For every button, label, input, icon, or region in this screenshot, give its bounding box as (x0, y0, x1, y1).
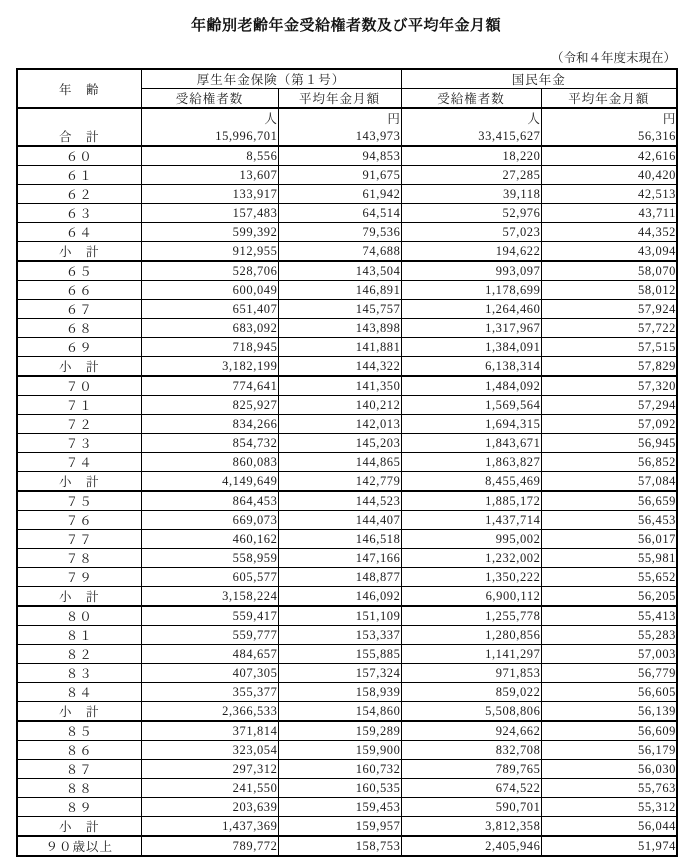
age-cell: ８８ (17, 779, 141, 798)
value-cell: 143,898 (278, 319, 401, 338)
header-beneficiaries-kokumin: 受給権者数 (401, 89, 541, 109)
value-cell: 57,924 (541, 300, 677, 319)
value-cell: 590,701 (401, 798, 541, 817)
subtotal-row (17, 587, 677, 607)
unit-cell: 円 (278, 108, 401, 127)
age-cell: ８７ (17, 760, 141, 779)
subtotal-row (17, 242, 677, 262)
header-avg-monthly-kokumin: 平均年金月額 (541, 89, 677, 109)
value-cell: 57,023 (401, 223, 541, 242)
value-cell: 158,939 (278, 683, 401, 702)
value-cell: 832,708 (401, 741, 541, 760)
value-cell: 3,182,199 (141, 357, 278, 377)
value-cell: 57,722 (541, 319, 677, 338)
value-cell: 43,094 (541, 242, 677, 262)
value-cell: 203,639 (141, 798, 278, 817)
value-cell: 559,777 (141, 626, 278, 645)
value-cell: 160,732 (278, 760, 401, 779)
value-cell: 1,384,091 (401, 338, 541, 357)
header-beneficiaries-kosei: 受給権者数 (141, 89, 278, 109)
value-cell: 157,324 (278, 664, 401, 683)
value-cell: 57,829 (541, 357, 677, 377)
table-row (17, 760, 677, 779)
value-cell: 52,976 (401, 204, 541, 223)
value-cell: 42,513 (541, 185, 677, 204)
value-cell: 57,084 (541, 472, 677, 492)
age-cell: ７５ (17, 491, 141, 511)
value-cell: 91,675 (278, 166, 401, 185)
value-cell: 600,049 (141, 281, 278, 300)
age-cell: 小 計 (17, 817, 141, 837)
value-cell: 558,959 (141, 549, 278, 568)
value-cell: 43,711 (541, 204, 677, 223)
age-cell: 小 計 (17, 357, 141, 377)
value-cell: 6,138,314 (401, 357, 541, 377)
total-row (17, 127, 677, 146)
table-row (17, 530, 677, 549)
age-cell (17, 108, 141, 127)
value-cell: 789,765 (401, 760, 541, 779)
value-cell: 146,092 (278, 587, 401, 607)
value-cell: 55,763 (541, 779, 677, 798)
age-cell: ７０ (17, 376, 141, 396)
value-cell: 1,437,714 (401, 511, 541, 530)
age-cell: 小 計 (17, 242, 141, 262)
value-cell: 5,508,806 (401, 702, 541, 722)
value-cell: 142,013 (278, 415, 401, 434)
value-cell: 355,377 (141, 683, 278, 702)
age-cell: ６０ (17, 146, 141, 166)
table-row (17, 683, 677, 702)
subtotal-row (17, 817, 677, 837)
value-cell: 27,285 (401, 166, 541, 185)
value-cell: 56,030 (541, 760, 677, 779)
value-cell: 651,407 (141, 300, 278, 319)
value-cell: 56,017 (541, 530, 677, 549)
table-row (17, 568, 677, 587)
value-cell: 1,863,827 (401, 453, 541, 472)
value-cell: 79,536 (278, 223, 401, 242)
value-cell: 39,118 (401, 185, 541, 204)
value-cell: 159,289 (278, 721, 401, 741)
value-cell: 8,556 (141, 146, 278, 166)
value-cell: 774,641 (141, 376, 278, 396)
table-header (17, 69, 677, 108)
value-cell: 94,853 (278, 146, 401, 166)
value-cell: 995,002 (401, 530, 541, 549)
table-row (17, 664, 677, 683)
value-cell: 1,317,967 (401, 319, 541, 338)
table-row (17, 798, 677, 817)
value-cell: 144,523 (278, 491, 401, 511)
age-cell: ６９ (17, 338, 141, 357)
value-cell: 1,141,297 (401, 645, 541, 664)
value-cell: 297,312 (141, 760, 278, 779)
age-cell: ７４ (17, 453, 141, 472)
value-cell: 148,877 (278, 568, 401, 587)
age-cell: ７６ (17, 511, 141, 530)
age-cell: ８４ (17, 683, 141, 702)
table-row (17, 396, 677, 415)
value-cell: 141,881 (278, 338, 401, 357)
age-cell: ６３ (17, 204, 141, 223)
value-cell: 1,694,315 (401, 415, 541, 434)
value-cell: 58,012 (541, 281, 677, 300)
value-cell: 1,437,369 (141, 817, 278, 837)
table-row (17, 319, 677, 338)
age-cell: ６２ (17, 185, 141, 204)
age-cell: ８９ (17, 798, 141, 817)
value-cell: 323,054 (141, 741, 278, 760)
value-cell: 144,407 (278, 511, 401, 530)
value-cell: 64,514 (278, 204, 401, 223)
value-cell: 56,179 (541, 741, 677, 760)
table-row (17, 300, 677, 319)
age-cell: ８３ (17, 664, 141, 683)
value-cell: 33,415,627 (401, 127, 541, 146)
table-row (17, 549, 677, 568)
value-cell: 194,622 (401, 242, 541, 262)
table-row (17, 204, 677, 223)
value-cell: 669,073 (141, 511, 278, 530)
value-cell: 56,945 (541, 434, 677, 453)
table-body (17, 108, 677, 856)
subtotal-row (17, 357, 677, 377)
age-cell: 小 計 (17, 702, 141, 722)
value-cell: 57,294 (541, 396, 677, 415)
value-cell: 144,865 (278, 453, 401, 472)
value-cell: 143,973 (278, 127, 401, 146)
value-cell: 146,891 (278, 281, 401, 300)
value-cell: 2,405,946 (401, 836, 541, 856)
value-cell: 854,732 (141, 434, 278, 453)
value-cell: 133,917 (141, 185, 278, 204)
value-cell: 55,981 (541, 549, 677, 568)
header-kokumin-nenkin: 国民年金 (401, 69, 677, 89)
age-cell: ６５ (17, 261, 141, 281)
value-cell: 859,022 (401, 683, 541, 702)
value-cell: 18,220 (401, 146, 541, 166)
value-cell: 55,652 (541, 568, 677, 587)
value-cell: 56,852 (541, 453, 677, 472)
value-cell: 1,843,671 (401, 434, 541, 453)
value-cell: 55,283 (541, 626, 677, 645)
value-cell: 155,885 (278, 645, 401, 664)
table-row (17, 779, 677, 798)
value-cell: 56,205 (541, 587, 677, 607)
table-row (17, 146, 677, 166)
value-cell: 55,413 (541, 606, 677, 626)
age-cell: ６１ (17, 166, 141, 185)
value-cell: 484,657 (141, 645, 278, 664)
page (0, 14, 692, 854)
table-row (17, 491, 677, 511)
value-cell: 1,178,699 (401, 281, 541, 300)
value-cell: 1,280,856 (401, 626, 541, 645)
table-row (17, 453, 677, 472)
value-cell: 143,504 (278, 261, 401, 281)
age-cell: ７２ (17, 415, 141, 434)
value-cell: 912,955 (141, 242, 278, 262)
value-cell: 151,109 (278, 606, 401, 626)
age-cell: 小 計 (17, 587, 141, 607)
table-row (17, 511, 677, 530)
pension-table (16, 68, 678, 857)
age-cell: ６８ (17, 319, 141, 338)
table-row (17, 741, 677, 760)
value-cell: 1,885,172 (401, 491, 541, 511)
value-cell: 605,577 (141, 568, 278, 587)
age-cell: ７９ (17, 568, 141, 587)
table-row (17, 376, 677, 396)
value-cell: 56,779 (541, 664, 677, 683)
value-cell: 1,255,778 (401, 606, 541, 626)
header-age: 年 齢 (17, 69, 141, 108)
age-cell: ７８ (17, 549, 141, 568)
table-row (17, 626, 677, 645)
table-row (17, 223, 677, 242)
age-cell: ８０ (17, 606, 141, 626)
value-cell: 44,352 (541, 223, 677, 242)
value-cell: 147,166 (278, 549, 401, 568)
value-cell: 153,337 (278, 626, 401, 645)
value-cell: 160,535 (278, 779, 401, 798)
value-cell: 55,312 (541, 798, 677, 817)
age-cell: ６６ (17, 281, 141, 300)
age-cell: ８５ (17, 721, 141, 741)
value-cell: 74,688 (278, 242, 401, 262)
value-cell: 2,366,533 (141, 702, 278, 722)
table-row (17, 281, 677, 300)
age-cell: 合 計 (17, 127, 141, 146)
subtotal-row (17, 472, 677, 492)
value-cell: 6,900,112 (401, 587, 541, 607)
value-cell: 860,083 (141, 453, 278, 472)
value-cell: 825,927 (141, 396, 278, 415)
value-cell: 40,420 (541, 166, 677, 185)
value-cell: 1,569,564 (401, 396, 541, 415)
value-cell: 4,149,649 (141, 472, 278, 492)
value-cell: 3,812,358 (401, 817, 541, 837)
value-cell: 159,453 (278, 798, 401, 817)
value-cell: 718,945 (141, 338, 278, 357)
value-cell: 834,266 (141, 415, 278, 434)
value-cell: 57,092 (541, 415, 677, 434)
table-row (17, 185, 677, 204)
value-cell: 146,518 (278, 530, 401, 549)
unit-cell: 人 (141, 108, 278, 127)
value-cell: 528,706 (141, 261, 278, 281)
value-cell: 241,550 (141, 779, 278, 798)
table-row (17, 721, 677, 741)
value-cell: 56,609 (541, 721, 677, 741)
value-cell: 158,753 (278, 836, 401, 856)
value-cell: 1,232,002 (401, 549, 541, 568)
table-row (17, 434, 677, 453)
value-cell: 993,097 (401, 261, 541, 281)
value-cell: 57,003 (541, 645, 677, 664)
table-row (17, 338, 677, 357)
value-cell: 924,662 (401, 721, 541, 741)
value-cell: 56,316 (541, 127, 677, 146)
value-cell: 1,350,222 (401, 568, 541, 587)
value-cell: 371,814 (141, 721, 278, 741)
subtotal-row (17, 702, 677, 722)
value-cell: 8,455,469 (401, 472, 541, 492)
value-cell: 145,757 (278, 300, 401, 319)
age-cell: ８２ (17, 645, 141, 664)
value-cell: 1,264,460 (401, 300, 541, 319)
value-cell: 3,158,224 (141, 587, 278, 607)
value-cell: 864,453 (141, 491, 278, 511)
table-row (17, 415, 677, 434)
value-cell: 559,417 (141, 606, 278, 626)
table-row (17, 836, 677, 856)
value-cell: 58,070 (541, 261, 677, 281)
value-cell: 56,453 (541, 511, 677, 530)
value-cell: 154,860 (278, 702, 401, 722)
age-cell: ７３ (17, 434, 141, 453)
header-kosei-nenkin: 厚生年金保険（第１号） (141, 69, 401, 89)
value-cell: 57,320 (541, 376, 677, 396)
units-row (17, 108, 677, 127)
value-cell: 971,853 (401, 664, 541, 683)
value-cell: 159,900 (278, 741, 401, 760)
age-cell: ７７ (17, 530, 141, 549)
unit-cell: 人 (401, 108, 541, 127)
age-cell: ６７ (17, 300, 141, 319)
table-row (17, 645, 677, 664)
age-cell: ９０歳以上 (17, 836, 141, 856)
value-cell: 56,044 (541, 817, 677, 837)
value-cell: 140,212 (278, 396, 401, 415)
value-cell: 56,605 (541, 683, 677, 702)
value-cell: 61,942 (278, 185, 401, 204)
value-cell: 789,772 (141, 836, 278, 856)
header-avg-monthly-kosei: 平均年金月額 (278, 89, 401, 109)
value-cell: 599,392 (141, 223, 278, 242)
value-cell: 142,779 (278, 472, 401, 492)
header-row-groups (17, 69, 677, 89)
table-row (17, 166, 677, 185)
value-cell: 15,996,701 (141, 127, 278, 146)
age-cell: 小 計 (17, 472, 141, 492)
unit-cell: 円 (541, 108, 677, 127)
value-cell: 51,974 (541, 836, 677, 856)
value-cell: 56,139 (541, 702, 677, 722)
value-cell: 407,305 (141, 664, 278, 683)
value-cell: 42,616 (541, 146, 677, 166)
value-cell: 159,957 (278, 817, 401, 837)
value-cell: 145,203 (278, 434, 401, 453)
page-title: 年齢別老齢年金受給権者数及び平均年金月額 (190, 17, 501, 34)
age-cell: ６４ (17, 223, 141, 242)
value-cell: 1,484,092 (401, 376, 541, 396)
age-cell: ８６ (17, 741, 141, 760)
value-cell: 157,483 (141, 204, 278, 223)
age-cell: ７１ (17, 396, 141, 415)
value-cell: 144,322 (278, 357, 401, 377)
value-cell: 674,522 (401, 779, 541, 798)
table-row (17, 606, 677, 626)
value-cell: 683,092 (141, 319, 278, 338)
age-cell: ８１ (17, 626, 141, 645)
as-of-date: （令和４年度末現在） (550, 51, 676, 65)
table-row (17, 261, 677, 281)
value-cell: 57,515 (541, 338, 677, 357)
value-cell: 141,350 (278, 376, 401, 396)
value-cell: 56,659 (541, 491, 677, 511)
value-cell: 13,607 (141, 166, 278, 185)
value-cell: 460,162 (141, 530, 278, 549)
